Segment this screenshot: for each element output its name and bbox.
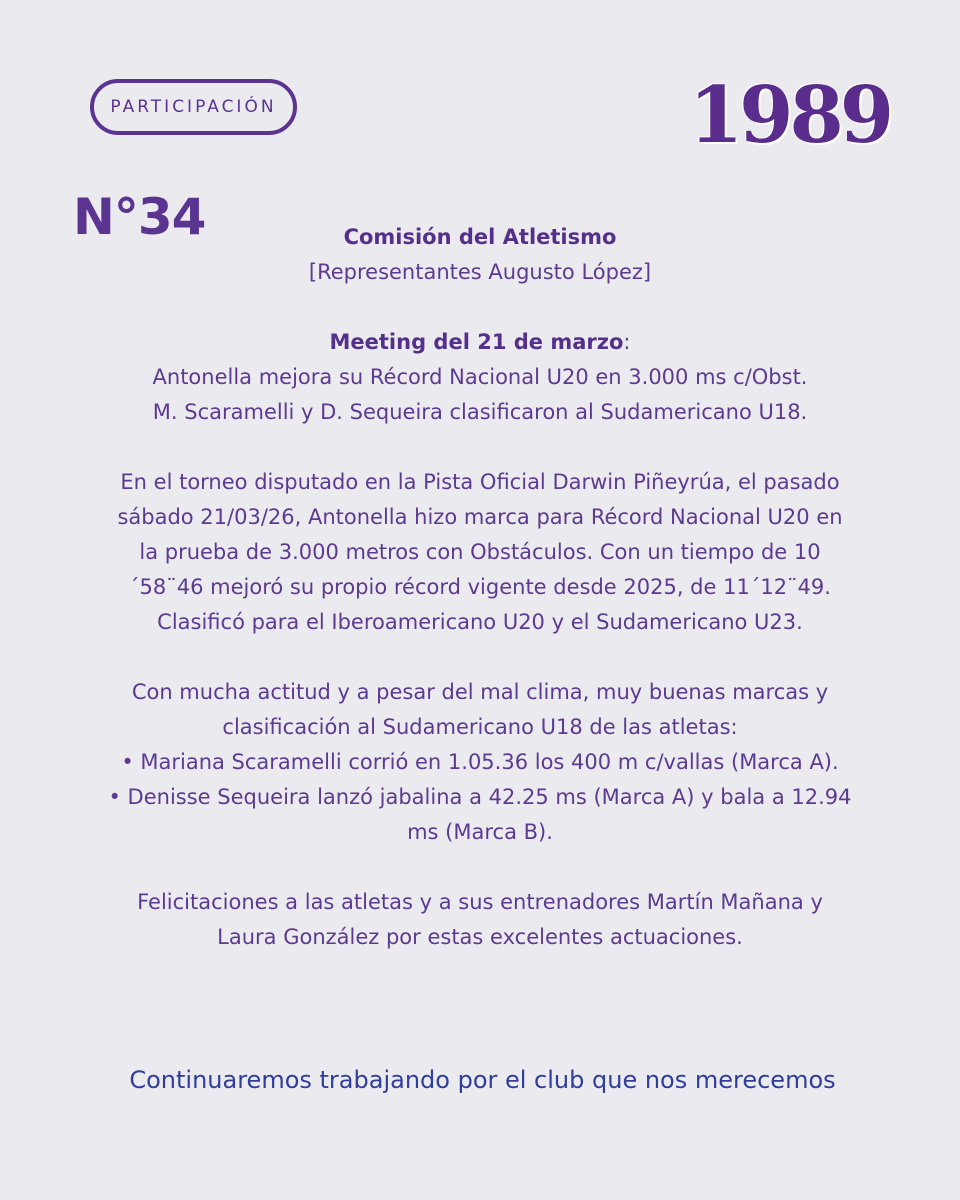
meeting-heading: Meeting del 21 de marzo [329, 330, 624, 354]
paragraph1-line: la prueba de 3.000 metros con Obstáculos. Con un tiempo de 10 [139, 540, 821, 564]
meeting-line-2: M. Scaramelli y D. Sequeira clasificaron al Sudamericano U18. [152, 400, 808, 424]
year-logo: 1989 [688, 70, 890, 161]
announcement-body [80, 220, 880, 955]
paragraph2-line: ms (Marca B). [407, 820, 553, 844]
paragraph2-line: Con mucha actitud y a pesar del mal clima, muy buenas marcas y [131, 680, 829, 704]
paragraph1-line: ´58¨46 mejoró su propio récord vigente desde 2025, de 11´12¨49. [129, 575, 831, 599]
paragraph2-line: clasificación al Sudamericano U18 de las atletas: [222, 715, 738, 739]
committee-title: Comisión del Atletismo [343, 225, 617, 249]
committee-representatives: [Representantes Augusto López] [308, 260, 652, 284]
paragraph1-line: Clasificó para el Iberoamericano U20 y el Sudamericano U23. [157, 610, 803, 634]
issue-number: N°34 [73, 188, 206, 246]
paragraph2-line: • Denisse Sequeira lanzó jabalina a 42.25 ms (Marca A) y bala a 12.94 [108, 785, 852, 809]
meeting-heading-line [80, 325, 880, 360]
category-badge: PARTICIPACIÓN [90, 79, 297, 135]
paragraph3-line: Laura González por estas excelentes actuaciones. [217, 925, 743, 949]
meeting-line-1: Antonella mejora su Récord Nacional U20 en 3.000 ms c/Obst. [152, 365, 808, 389]
paragraph2-line: • Mariana Scaramelli corrió en 1.05.36 los 400 m c/vallas (Marca A). [121, 750, 839, 774]
paragraph3-line: Felicitaciones a las atletas y a sus entrenadores Martín Mañana y [137, 890, 823, 914]
meeting-heading-suffix: : [623, 330, 631, 354]
footer-slogan: Continuaremos trabajando por el club que nos merecemos [129, 1066, 836, 1094]
paragraph1-line: sábado 21/03/26, Antonella hizo marca para Récord Nacional U20 en [117, 505, 843, 529]
paragraph1-line: En el torneo disputado en la Pista Oficial Darwin Piñeyrúa, el pasado [120, 470, 840, 494]
